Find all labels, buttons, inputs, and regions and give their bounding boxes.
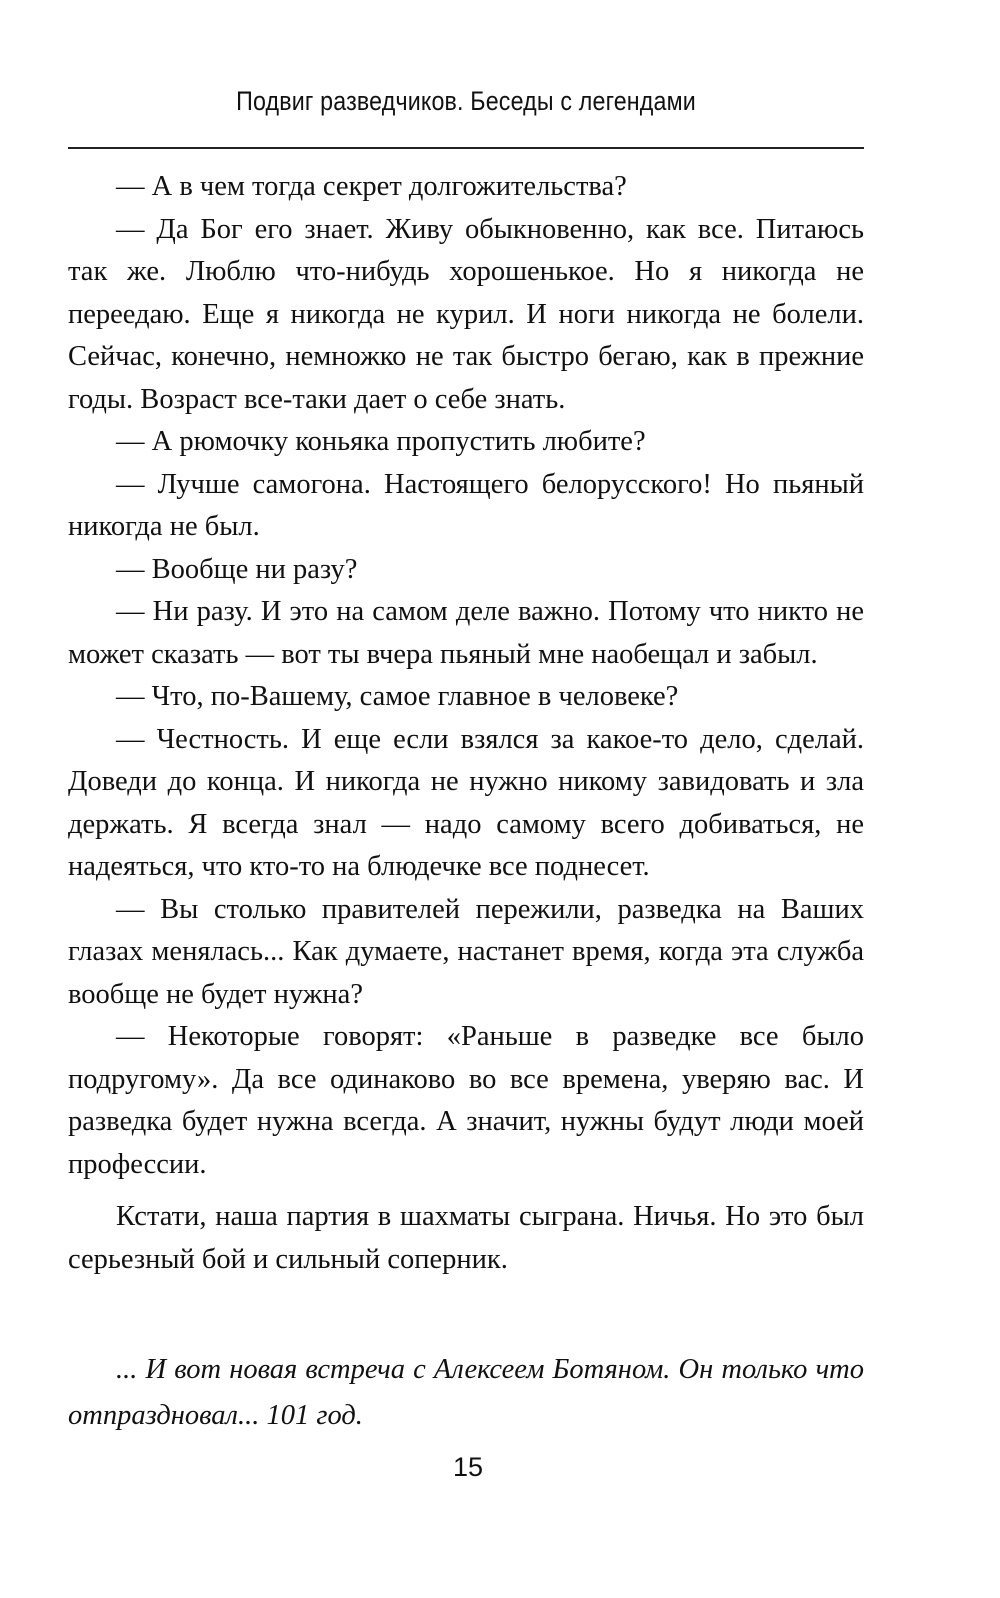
closing-paragraph: ... И вот новая встреча с Алексеем Ботяном. Он только что отпраздновал... 101 год. xyxy=(68,1354,864,1431)
paragraph: — Ни разу. И это на самом деле важно. Потому что никто не может сказать — вот ты вчера пьяный мне наобещал и забыл. xyxy=(68,596,864,670)
paragraph: — Вообще ни разу? xyxy=(116,553,358,585)
paragraph: — Вы столько правителей пережили, разведка на Ваших глазах менялась... Как думаете, настанет время, когда эта служба вообще не будет нужна? xyxy=(68,893,864,1010)
header-rule xyxy=(68,147,864,149)
page-number: 15 xyxy=(452,1452,484,1482)
closing-note xyxy=(68,1347,864,1439)
paragraph: — Честность. И еще если взялся за какое-то дело, сделай. Доведи до конца. И никогда не нужно никому завидовать и зла держать. Я всегда знал — надо самому всего добиваться, не надеяться, что кто-то на блюдечке все поднесет. xyxy=(68,723,864,882)
running-header: Подвиг разведчиков. Беседы с легендами xyxy=(236,86,696,116)
paragraph: — А рюмочку коньяка пропустить любите? xyxy=(116,426,646,457)
body-text xyxy=(68,166,864,1281)
paragraph: — Лучше самогона. Настоящего белорусского! Но пьяный никогда не был. xyxy=(68,468,864,542)
paragraph: — Да Бог его знает. Живу обыкновенно, как все. Питаюсь так же. Люблю что-нибудь хорошенькое. Но я никогда не переедаю. Еще я никогда не курил. И ноги никогда не болели. Сейчас, конечно, немножко не так быстро бегаю, как в прежние годы. Возраст все-таки дает о себе знать. xyxy=(68,213,864,415)
paragraph: — Некоторые говорят: «Раньше в разведке все было подругому». Да все одинаково во все времена, уверяю вас. И разведка будет нужна всегда. А значит, нужны будут люди моей профессии. xyxy=(68,1021,864,1180)
paragraph: Кстати, наша партия в шахматы сыграна. Ничья. Но это был серьезный бой и сильный соперник. xyxy=(68,1201,864,1275)
paragraph: — Что, по-Вашему, самое главное в человеке? xyxy=(116,681,679,712)
paragraph: — А в чем тогда секрет долгожительства? xyxy=(116,171,627,202)
